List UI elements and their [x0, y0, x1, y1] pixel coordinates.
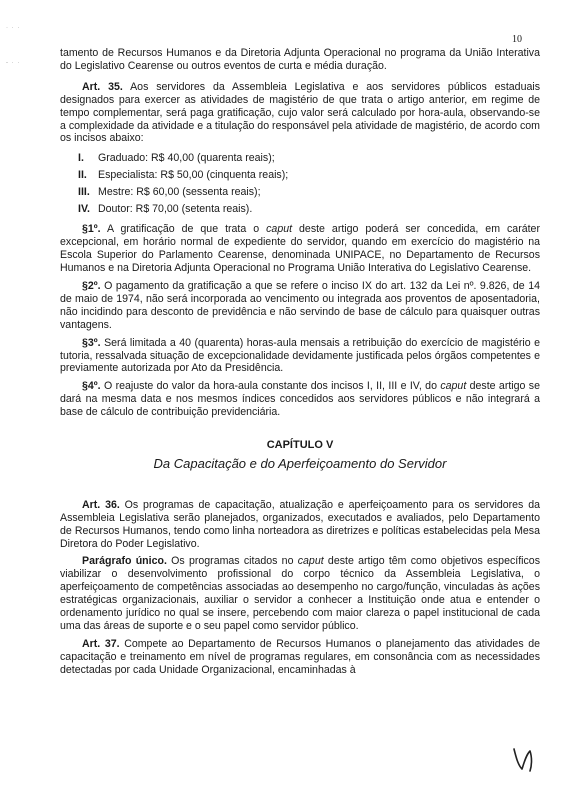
page-number: 10	[512, 34, 522, 45]
inciso-text: Graduado: R$ 40,00 (quarenta reais);	[98, 152, 275, 165]
inciso-item	[78, 184, 540, 201]
inciso-item	[78, 150, 540, 167]
paragrafo-unico-text-a: Os programas citados no	[171, 555, 294, 568]
article-36-label: Art. 36.	[82, 498, 120, 511]
continuation-paragraph: tamento de Recursos Humanos e da Diretoria Adjunta Operacional no programa da União Interativa do Legislativo Cearense ou outros eventos de curta e média duração.	[60, 47, 540, 72]
paragraph-1-text-a: A gratificação de que trata o	[107, 223, 260, 236]
chapter-subtitle: Da Capacitação e do Aperfeiçoamento do Servidor	[153, 455, 447, 471]
paragraph-3	[60, 337, 540, 376]
article-37-label: Art. 37.	[82, 637, 120, 650]
paragraph-3-text: Será limitada a 40 (quarenta) horas-aula mensais a retribuição do exercício de magistério e tutoria, ressalvada situação de excepcionalidade devidamente justificada pelos órgãos competentes e previamente autorizada por Ato da Presidência.	[60, 336, 540, 375]
caput-term: caput	[266, 223, 293, 236]
article-35	[60, 81, 540, 146]
inciso-number: I.	[78, 152, 84, 165]
paragraph-4-text-b: deste artigo se dará na mesma data e nos mesmos índices concedidos aos servidores públicos e não integrará a base de cálculo de contribuição previdenciária.	[60, 380, 540, 419]
inciso-item	[78, 167, 540, 184]
caput-term: caput	[297, 555, 324, 568]
inciso-item	[78, 201, 540, 218]
article-35-text: Aos servidores da Assembleia Legislativa e aos servidores públicos estaduais designados para exercer as atividades de magistério de que trata o artigo anterior, em regime de tempo complementar, será paga gratificação, cujo valor será calculado por hora-aula, observando-se a complexidade da atividade e a titulação do responsável pela atividade de magistério, de acordo com os incisos abaixo:	[60, 80, 540, 145]
paragrafo-unico-label: Parágrafo único.	[82, 555, 167, 568]
inciso-text: Mestre: R$ 60,00 (sessenta reais);	[98, 186, 261, 199]
article-36	[60, 499, 540, 551]
article-37	[60, 638, 540, 677]
scan-mark-middle: - · ·	[6, 60, 21, 66]
inciso-text: Especialista: R$ 50,00 (cinquenta reais);	[98, 169, 289, 182]
document-body	[60, 47, 540, 677]
paragraph-2-text: O pagamento da gratificação a que se refere o inciso IX do art. 132 da Lei nº. 9.826, de 14 de maio de 1974, não será incorporada ao vencimento ou integrada aos proventos de aposentadoria, não incidindo para desconto de previdência e não servindo de base de cálculo para quaisquer outras vantagens.	[60, 279, 540, 331]
article-37-text: Compete ao Departamento de Recursos Humanos o planejamento das atividades de capacitação e treinamento em nível de programas regulares, em consonância com as necessidades detectadas por cada Unidade Organizacional, encaminhadas à	[60, 637, 540, 676]
inciso-text: Doutor: R$ 70,00 (setenta reais).	[98, 203, 253, 216]
paragraph-4-text-a: O reajuste do valor da hora-aula constante dos incisos I, II, III e IV, do	[103, 380, 437, 393]
paragraph-1-text-b: deste artigo poderá ser concedida, em caráter excepcional, em horário normal de expediente do servidor, quando em exercício do magistério na Escola Superior do Parlamento Cearense, denominada UNIPACE, no Departamento de Recursos Humanos e na Diretoria Adjunta Operacional no Programa União Interativa do Legislativo Cearense.	[60, 223, 540, 275]
caput-term: caput	[440, 380, 467, 393]
paragraph-2	[60, 280, 540, 332]
chapter-title: CAPÍTULO V	[266, 439, 334, 452]
inciso-number: II.	[78, 169, 87, 182]
paragraph-1-label: §1º.	[82, 223, 101, 236]
handwritten-initial-signature	[510, 743, 550, 777]
paragraph-4-label: §4º.	[82, 380, 101, 393]
paragraph-2-label: §2º.	[82, 279, 101, 292]
paragraph-3-label: §3º.	[82, 336, 101, 349]
paragraph-4	[60, 380, 540, 419]
article-35-label: Art. 35.	[82, 80, 123, 93]
inciso-number: III.	[78, 186, 90, 199]
inciso-number: IV.	[78, 203, 90, 216]
paragraph-1	[60, 223, 540, 275]
paragrafo-unico-text-b: deste artigo têm como objetivos específicos viabilizar o desenvolvimento profissional do corpo técnico da Assembleia Legislativa, o aperfeiçoamento de competências associadas ao desempenho no cargo/função, vinculadas às ações estratégicas organizacionais, auxiliar o servidor a conhecer a Instituição onde atua e entender o ordenamento jurídico no qual se insere, percebendo com maior clareza o papel institucional de cada uma das áreas de suporte e o seu papel como servidor público.	[60, 555, 540, 632]
scan-mark-top: · · ·	[6, 25, 21, 31]
paragrafo-unico	[60, 555, 540, 632]
article-36-text: Os programas de capacitação, atualização e aperfeiçoamento para os servidores da Assembleia Legislativa serão planejados, organizados, executados e avaliados, pelo Departamento de Recursos Humanos, tendo como linha norteadora as diretrizes e políticas estabelecidas pela Mesa Diretora do Poder Legislativo.	[60, 498, 540, 550]
